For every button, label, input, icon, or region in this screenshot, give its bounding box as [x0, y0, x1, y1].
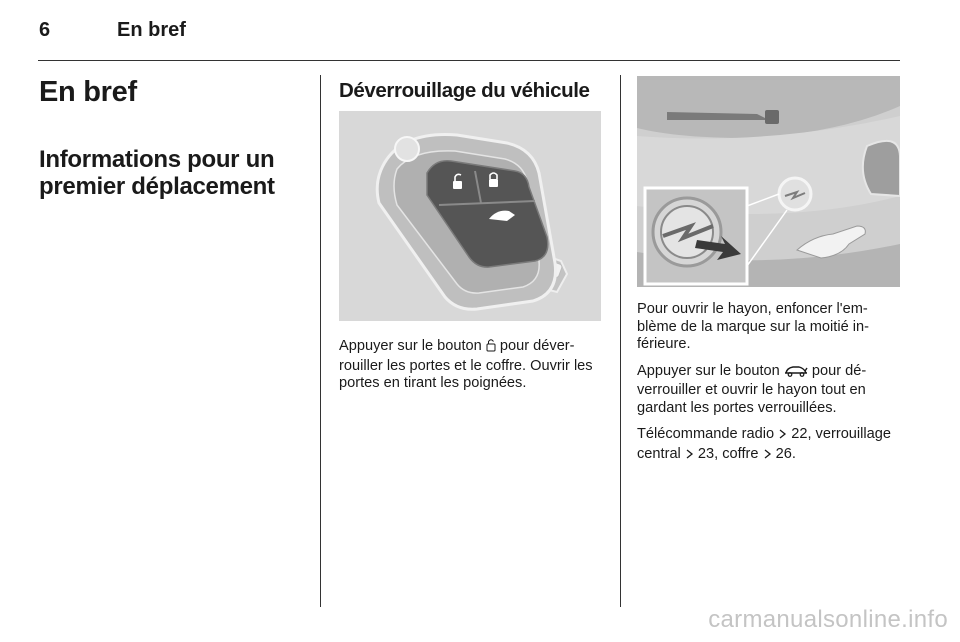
unlock-text-start: Appuyer sur le bouton — [339, 338, 486, 354]
xref-text-2: , verrouillage central — [637, 426, 892, 462]
page-number: 6 — [39, 19, 51, 41]
watermark: carmanualsonline.info — [708, 606, 948, 633]
tailgate-text-start: Appuyer sur le bouton — [637, 362, 784, 379]
vehicle-rear-tailgate-illustration — [637, 76, 900, 287]
tailgate-button-paragraph — [637, 363, 901, 418]
tailgate-text-end: pour déverrouiller et ouvrir le hayon tout en gardant les portes verrouillées. — [637, 362, 867, 416]
section-title: Informations pour un premier déplacement — [39, 146, 275, 200]
arrow-reference-icon — [685, 448, 694, 466]
unlock-icon — [486, 338, 496, 358]
arrow-reference-icon — [778, 428, 787, 446]
cross-reference-paragraph — [637, 426, 901, 465]
unlocking-instructions — [339, 338, 603, 402]
unlocking-heading: Déverrouillage du véhicule — [339, 79, 590, 102]
unlock-text-end: pour déverrouiller les portes et le coffre. Ouvrir les portes en tirant les poignées. — [339, 338, 593, 391]
xref-text-3: , coffre — [714, 445, 763, 462]
xref-page-22[interactable]: 22 — [791, 426, 808, 442]
running-header: En bref — [117, 19, 186, 41]
header-rule — [38, 60, 900, 61]
column-divider-1 — [320, 75, 321, 607]
tailgate-emblem-paragraph: Pour ouvrir le hayon, enfoncer l'emblème de la marque sur la moitié inférieure. — [637, 301, 869, 352]
xref-text-4: . — [791, 445, 796, 462]
xref-page-26[interactable]: 26 — [775, 445, 792, 462]
tailgate-instructions — [637, 301, 901, 474]
chapter-title: En bref — [39, 76, 137, 108]
xref-text-1: Télécommande radio — [637, 426, 779, 442]
xref-page-23[interactable]: 23 — [697, 445, 715, 462]
remote-key-fob-drawing — [339, 111, 601, 321]
unlock-paragraph — [339, 338, 603, 393]
remote-key-fob-illustration — [339, 111, 601, 321]
car-tailgate-icon — [784, 364, 808, 383]
column-divider-2 — [620, 75, 621, 607]
vehicle-rear-drawing — [637, 76, 900, 287]
arrow-reference-icon — [763, 448, 772, 466]
